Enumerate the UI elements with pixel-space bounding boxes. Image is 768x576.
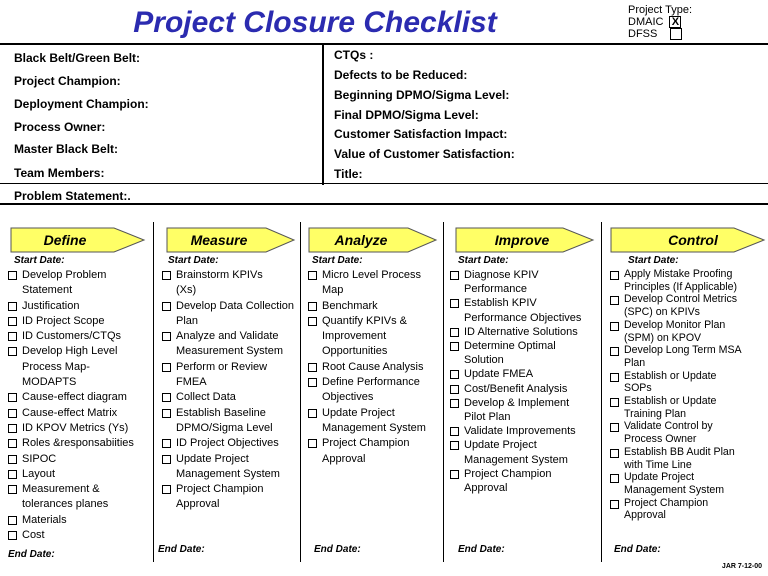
ctqs-field[interactable]: CTQs : [334,48,374,62]
checkbox[interactable] [308,317,317,326]
checkbox[interactable] [8,393,17,402]
checklist-item[interactable] [8,344,152,390]
checklist-item-label: Update FMEA [464,368,534,381]
checklist-item-label: Develop High Level Process Map- MODAPTS [22,345,118,389]
start-date-control[interactable]: Start Date: [628,255,679,266]
phase-arrow-improve [455,227,595,253]
checklist-item[interactable] [610,319,766,344]
checkbox[interactable] [450,328,459,337]
checklist-item-label: Root Cause Analysis [322,360,424,373]
checklist-item[interactable] [8,482,152,513]
end-date-improve[interactable]: End Date: [458,544,505,555]
checkbox[interactable] [162,271,171,280]
checkbox[interactable] [450,370,459,379]
checklist-item-label: Develop Problem Statement [22,269,107,297]
checklist-item[interactable] [450,467,600,495]
checklist-item-label: Develop Data Collection Plan [176,299,295,327]
checkbox[interactable] [450,399,459,408]
project-type-label: Project Type: [628,4,692,16]
checklist-item-label: ID Customers/CTQs [22,330,122,343]
checkbox[interactable] [308,409,317,418]
checklist-item[interactable] [8,299,152,314]
checklist-item[interactable] [450,424,600,438]
title-field[interactable]: Title: [334,167,363,181]
checkbox[interactable] [308,363,317,372]
checkbox[interactable] [450,342,459,351]
start-date-improve[interactable]: Start Date: [458,255,509,266]
checklist-item[interactable] [162,299,300,330]
checklist-item[interactable] [610,344,766,369]
checklist-item-label: Cost [22,529,45,542]
checkbox[interactable] [8,455,17,464]
checkbox[interactable] [8,470,17,479]
checklist-item-label: Establish Baseline DPMO/Sigma Level [176,406,273,434]
checklist-item[interactable] [8,452,152,467]
checkbox[interactable] [610,271,619,280]
phase-label: Analyze [334,232,388,248]
checklist-item[interactable] [8,329,152,344]
checkbox[interactable] [162,332,171,341]
checkbox[interactable] [450,385,459,394]
checkbox[interactable] [8,317,17,326]
checklist-item-label: Establish KPIV Performance Objectives [464,297,582,324]
phase-arrow-measure [166,227,296,253]
checklist-item[interactable] [450,367,600,381]
checklist-item-label: Diagnose KPIV Performance [464,269,539,296]
checklist-item[interactable] [308,314,442,360]
start-date-measure[interactable]: Start Date: [168,255,219,266]
end-date-measure[interactable]: End Date: [158,544,205,555]
checklist-improve [450,268,600,495]
master-black-belt-field[interactable]: Master Black Belt: [14,142,119,156]
checklist-item[interactable] [308,436,442,467]
checklist-item-label: Validate Control by Process Owner [624,420,713,446]
checkbox[interactable] [162,409,171,418]
column-divider [322,43,324,185]
checkbox[interactable] [308,378,317,387]
team-members-field[interactable]: Team Members: [14,166,105,180]
checkbox[interactable] [308,302,317,311]
checklist-item-label: Layout [22,467,56,480]
checkbox[interactable] [8,439,17,448]
checkbox[interactable] [162,302,171,311]
end-date-analyze[interactable]: End Date: [314,544,361,555]
checkbox[interactable] [450,427,459,436]
checkbox[interactable] [162,363,171,372]
checklist-item[interactable] [308,299,442,314]
phase-arrow-control [610,227,766,253]
checkbox[interactable] [450,299,459,308]
project-type-option-dmaic[interactable] [628,16,692,28]
dmaic-checkbox[interactable]: X [669,16,681,28]
checklist-item[interactable] [162,406,300,437]
final-dpmo-field[interactable]: Final DPMO/Sigma Level: [334,108,479,122]
process-owner-field[interactable]: Process Owner: [14,120,106,134]
checklist-item[interactable] [162,329,300,360]
checklist-item-label: Establish BB Audit Plan with Time Line [624,445,735,471]
checklist-item[interactable] [450,325,600,339]
checklist-item-label: Micro Level Process Map [322,269,422,297]
checkbox[interactable] [8,332,17,341]
checklist-item-label: Cause-effect Matrix [22,406,118,419]
checkbox[interactable] [308,439,317,448]
checklist-item-label: Update Project Management System [322,406,426,434]
checklist-item[interactable] [8,436,152,451]
phase-label: Control [668,232,718,248]
checkbox[interactable] [162,439,171,448]
checklist-item[interactable] [162,436,300,451]
checklist-item-label: Cause-effect diagram [22,391,127,404]
checklist-item[interactable] [308,375,442,406]
checklist-item[interactable] [8,513,152,528]
phase-label: Improve [494,232,550,248]
checklist-item-label: Develop Control Metrics (SPC) on KPIVs [624,293,738,319]
end-date-control[interactable]: End Date: [614,544,661,555]
checkbox[interactable] [610,449,619,458]
checklist-item[interactable] [610,446,766,471]
checkbox[interactable] [308,271,317,280]
checklist-item[interactable] [610,370,766,395]
checklist-item-label: Project Champion Approval [464,467,552,495]
black-belt-field[interactable]: Black Belt/Green Belt: [14,51,141,65]
checkbox[interactable] [8,531,17,540]
option-label: DMAIC [628,16,664,28]
beginning-dpmo-field[interactable]: Beginning DPMO/Sigma Level: [334,88,510,102]
project-type-selector [628,4,692,40]
checkbox[interactable] [8,302,17,311]
checklist-item-label: Validate Improvements [464,425,576,438]
checklist-item[interactable] [308,360,442,375]
checklist-item[interactable] [162,482,300,513]
phase-label: Measure [190,232,248,248]
checkbox[interactable] [610,423,619,432]
phase-arrow-analyze [308,227,438,253]
phase-divider [443,222,444,562]
phase-divider [300,222,301,562]
checklist-item[interactable] [450,382,600,396]
checklist-item-label: Analyze and Validate Measurement System [176,330,283,358]
checklist-item[interactable] [610,395,766,420]
checklist-item-label: SIPOC [22,452,57,465]
checklist-item[interactable] [308,268,442,299]
checklist-item[interactable] [610,293,766,318]
checkbox[interactable] [610,296,619,305]
checklist-analyze [308,268,442,467]
checkbox[interactable] [162,485,171,494]
phase-divider [153,222,154,562]
checkbox[interactable] [610,347,619,356]
checklist-item[interactable] [308,406,442,437]
checklist-item-label: Collect Data [176,391,236,404]
checkbox[interactable] [162,455,171,464]
checklist-item[interactable] [450,268,600,296]
checklist-item-label: Perform or Review FMEA [176,360,268,389]
checklist-item[interactable] [162,360,300,391]
checklist-item-label: ID Alternative Solutions [464,325,578,338]
checklist-item[interactable] [162,268,300,299]
project-champion-field[interactable]: Project Champion: [14,74,121,88]
checklist-item-label: Quantify KPIVs & Improvement Opportunities [322,314,407,358]
value-of-customer-satisfaction-field[interactable]: Value of Customer Satisfaction: [334,147,515,161]
checkbox[interactable] [162,393,171,402]
checklist-measure [162,268,300,513]
phase-divider [601,222,602,562]
phase-arrow-define [10,227,146,253]
checklist-item-label: Roles &responsabiities [22,437,134,450]
checklist-item[interactable] [8,406,152,421]
problem-statement-field[interactable]: Problem Statement:. [14,189,131,203]
checklist-item-label: Cost/Benefit Analysis [464,382,568,395]
checklist-item-label: Establish or Update SOPs [624,369,717,395]
checklist-item-label: Materials [22,513,67,526]
checklist-item[interactable] [8,421,152,436]
checklist-item-label: Develop & Implement Pilot Plan [464,396,570,424]
checklist-item[interactable] [8,528,152,543]
page-title: Project Closure Checklist [133,6,497,39]
checklist-item[interactable] [610,471,766,496]
checklist-item[interactable] [8,314,152,329]
checklist-item[interactable] [162,452,300,483]
checkbox[interactable] [8,271,17,280]
checklist-item[interactable] [8,467,152,482]
checklist-item-label: Project Champion Approval [322,437,410,465]
checkbox[interactable] [8,409,17,418]
checklist-item-label: Develop Long Term MSA Plan [624,344,742,369]
checklist-item-label: ID KPOV Metrics (Ys) [22,421,129,434]
checkbox[interactable] [610,373,619,382]
checklist-item[interactable] [8,268,152,299]
checklist-item[interactable] [450,438,600,466]
checklist-item-label: Update Project Management System [464,439,568,466]
checklist-item[interactable] [450,396,600,424]
defects-field[interactable]: Defects to be Reduced: [334,68,468,82]
checkbox[interactable] [450,470,459,479]
checklist-item-label: Apply Mistake Proofing Principles (If Applicable) [624,268,738,293]
dfss-checkbox[interactable] [670,28,682,40]
checklist-item-label: Update Project Management System [176,452,280,480]
start-date-define[interactable]: Start Date: [14,255,65,266]
checkbox[interactable] [8,424,17,433]
checklist-item[interactable] [610,268,766,293]
checklist-item-label: Brainstorm KPIVs (Xs) [176,269,263,297]
checkbox[interactable] [8,485,17,494]
checklist-item[interactable] [450,339,600,367]
checkbox[interactable] [610,474,619,483]
checkbox[interactable] [8,347,17,356]
option-label: DFSS [628,28,658,40]
checklist-item-label: Project Champion Approval [624,496,709,522]
checklist-control [610,268,766,522]
checklist-item-label: Establish or Update Training Plan [624,395,717,420]
checklist-item-label: ID Project Scope [22,314,105,327]
checklist-item-label: Justification [22,299,80,312]
row-divider [0,183,768,184]
phase-label: Define [43,232,87,248]
customer-satisfaction-impact-field[interactable]: Customer Satisfaction Impact: [334,127,508,141]
checklist-item-label: Benchmark [322,299,378,312]
checkbox[interactable] [450,271,459,280]
checklist-item-label: ID Project Objectives [176,437,279,450]
checklist-item[interactable] [8,390,152,405]
checkbox[interactable] [8,516,17,525]
checklist-item-label: Measurement & tolerances planes [22,483,109,511]
deployment-champion-field[interactable]: Deployment Champion: [14,97,149,111]
checklist-item[interactable] [610,497,766,522]
project-type-option-dfss[interactable] [628,28,692,40]
checklist-item-label: Develop Monitor Plan (SPM) on KPOV [624,318,726,344]
checkbox[interactable] [450,441,459,450]
checklist-item-label: Determine Optimal Solution [464,340,556,367]
checklist-item-label: Project Champion Approval [176,483,264,511]
document-code: JAR 7-12-00 [721,563,762,570]
checklist-define [8,268,152,543]
checkbox[interactable] [610,500,619,509]
checklist-item[interactable] [162,390,300,405]
end-date-define[interactable]: End Date: [8,549,55,560]
checklist-item[interactable] [610,420,766,445]
checkbox[interactable] [610,322,619,331]
checklist-item-label: Define Performance Objectives [322,376,420,404]
checklist-item[interactable] [450,296,600,324]
checkbox[interactable] [610,398,619,407]
start-date-analyze[interactable]: Start Date: [312,255,363,266]
checklist-item-label: Update Project Management System [624,471,725,496]
